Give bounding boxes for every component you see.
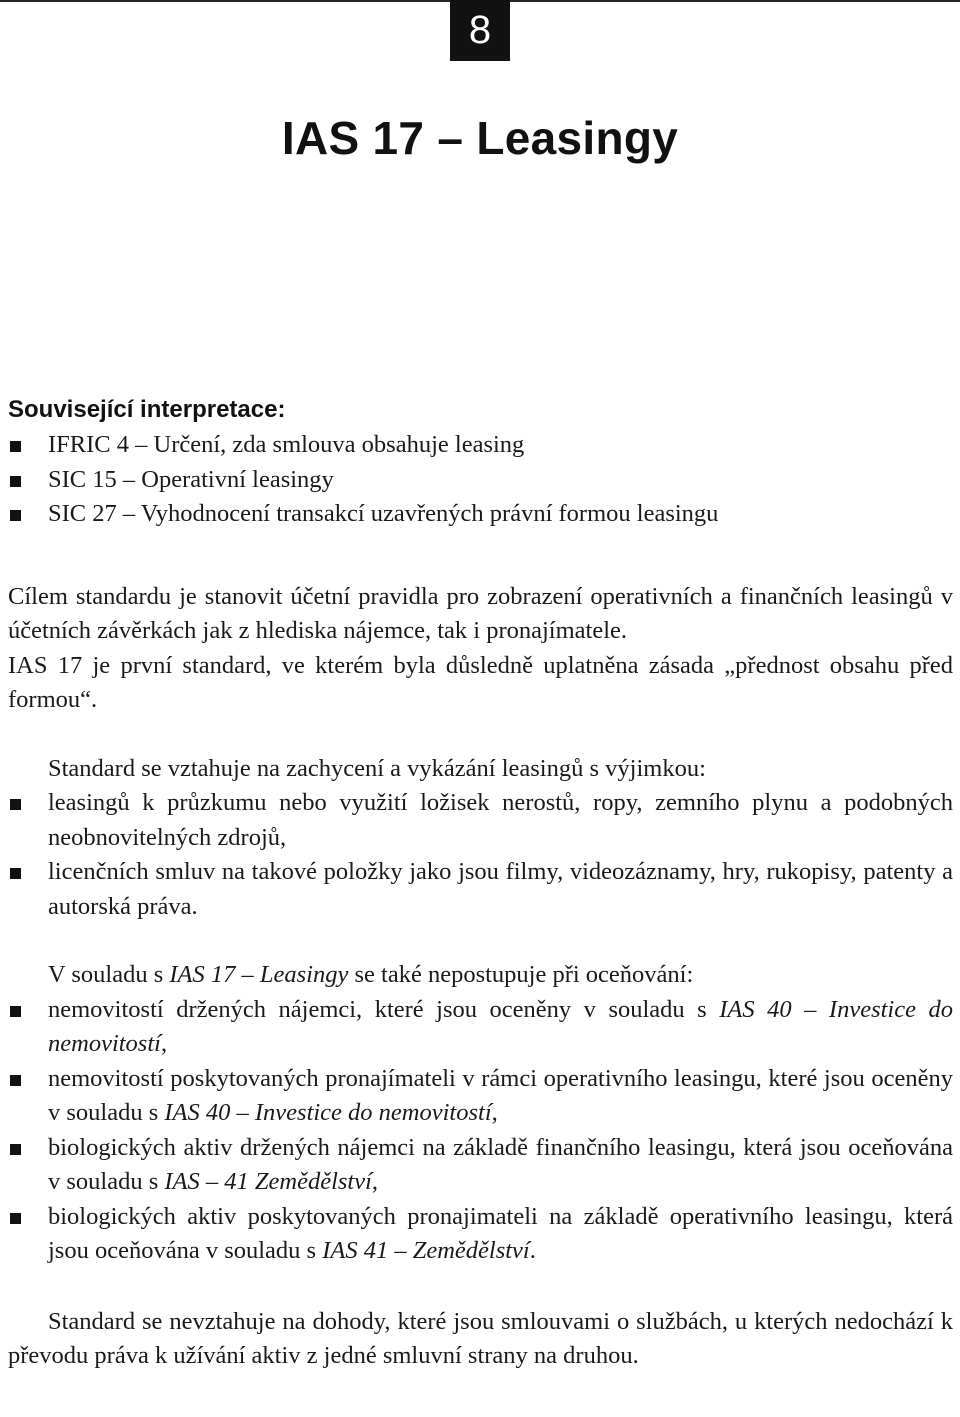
standard-reference: IAS 40 – Investice do nemovitostí [48,995,953,1057]
square-bullet-icon [10,868,21,879]
chapter-title: IAS 17 – Leasingy [281,112,679,164]
chapter-body [8,392,953,1374]
chapter-number: 8 [450,0,510,61]
standard-reference: IAS – 41 Zemědělství [164,1168,372,1195]
square-bullet-icon [10,441,21,452]
square-bullet-icon [10,510,21,521]
list-item: licenčních smluv na takové položky jako jsou filmy, videozáznamy, hry, rukopisy, patenty a autorská práva. [8,855,953,924]
list-item: biologických aktiv držených nájemci na základě finančního leasingu, která jsou oceňována v souladu s IAS – 41 Zemědělství, [8,1131,953,1200]
measurement-exclusions-list [8,993,953,1269]
list-item: SIC 15 – Operativní leasingy [8,463,953,498]
square-bullet-icon [10,799,21,810]
standard-reference: IAS 40 – Investice do nemovitostí [164,1099,492,1126]
standard-reference: IAS 41 – Zemědělství [322,1237,530,1264]
square-bullet-icon [10,1213,21,1224]
list-item: leasingů k průzkumu nebo využití ložisek nerostů, ropy, zemního plynu a podobných neobnovitelných zdrojů, [8,786,953,855]
list-item: biologických aktiv poskytovaných pronajimateli na základě operativního leasingu, která jsou oceňována v souladu s IAS 41 – Zemědělství. [8,1200,953,1269]
list-item: nemovitostí držených nájemci, které jsou oceněny v souladu s IAS 40 – Investice do nemovitostí, [8,993,953,1062]
square-bullet-icon [10,476,21,487]
scope-lead: Standard se vztahuje na zachycení a vykázání leasingů s výjimkou: [48,754,706,782]
intro-paragraph: Cílem standardu je stanovit účetní pravidla pro zobrazení operativních a finančních leasingů v účetních závěrkách jak z hlediska nájemce, tak i pronajímatele. [8,582,953,644]
related-interpretations-list [8,428,953,532]
square-bullet-icon [10,1144,21,1155]
scope-exclusions-list [8,786,953,924]
square-bullet-icon [10,1075,21,1086]
measurement-lead: V souladu s IAS 17 – Leasingy se také nepostupuje při oceňování: [48,961,694,988]
closing-paragraph: Standard se nevztahuje na dohody, které jsou smlouvami o službách, u kterých nedochází k převodu práva k užívání aktiv z jedné smluvní strany na druhou. [8,1307,953,1369]
intro-paragraph-2: IAS 17 je první standard, ve kterém byla důsledně uplatněna zásada „přednost obsahu před formou“. [8,651,953,713]
square-bullet-icon [10,1006,21,1017]
related-interpretations-heading: Související interpretace: [8,396,286,423]
standard-reference: IAS 17 – Leasingy [169,961,349,988]
list-item: nemovitostí poskytovaných pronajímateli v rámci operativního leasingu, které jsou oceněny v souladu s IAS 40 – Investice do nemovitostí, [8,1062,953,1131]
list-item: SIC 27 – Vyhodnocení transakcí uzavřených právní formou leasingu [8,497,953,532]
list-item: IFRIC 4 – Určení, zda smlouva obsahuje leasing [8,428,953,463]
